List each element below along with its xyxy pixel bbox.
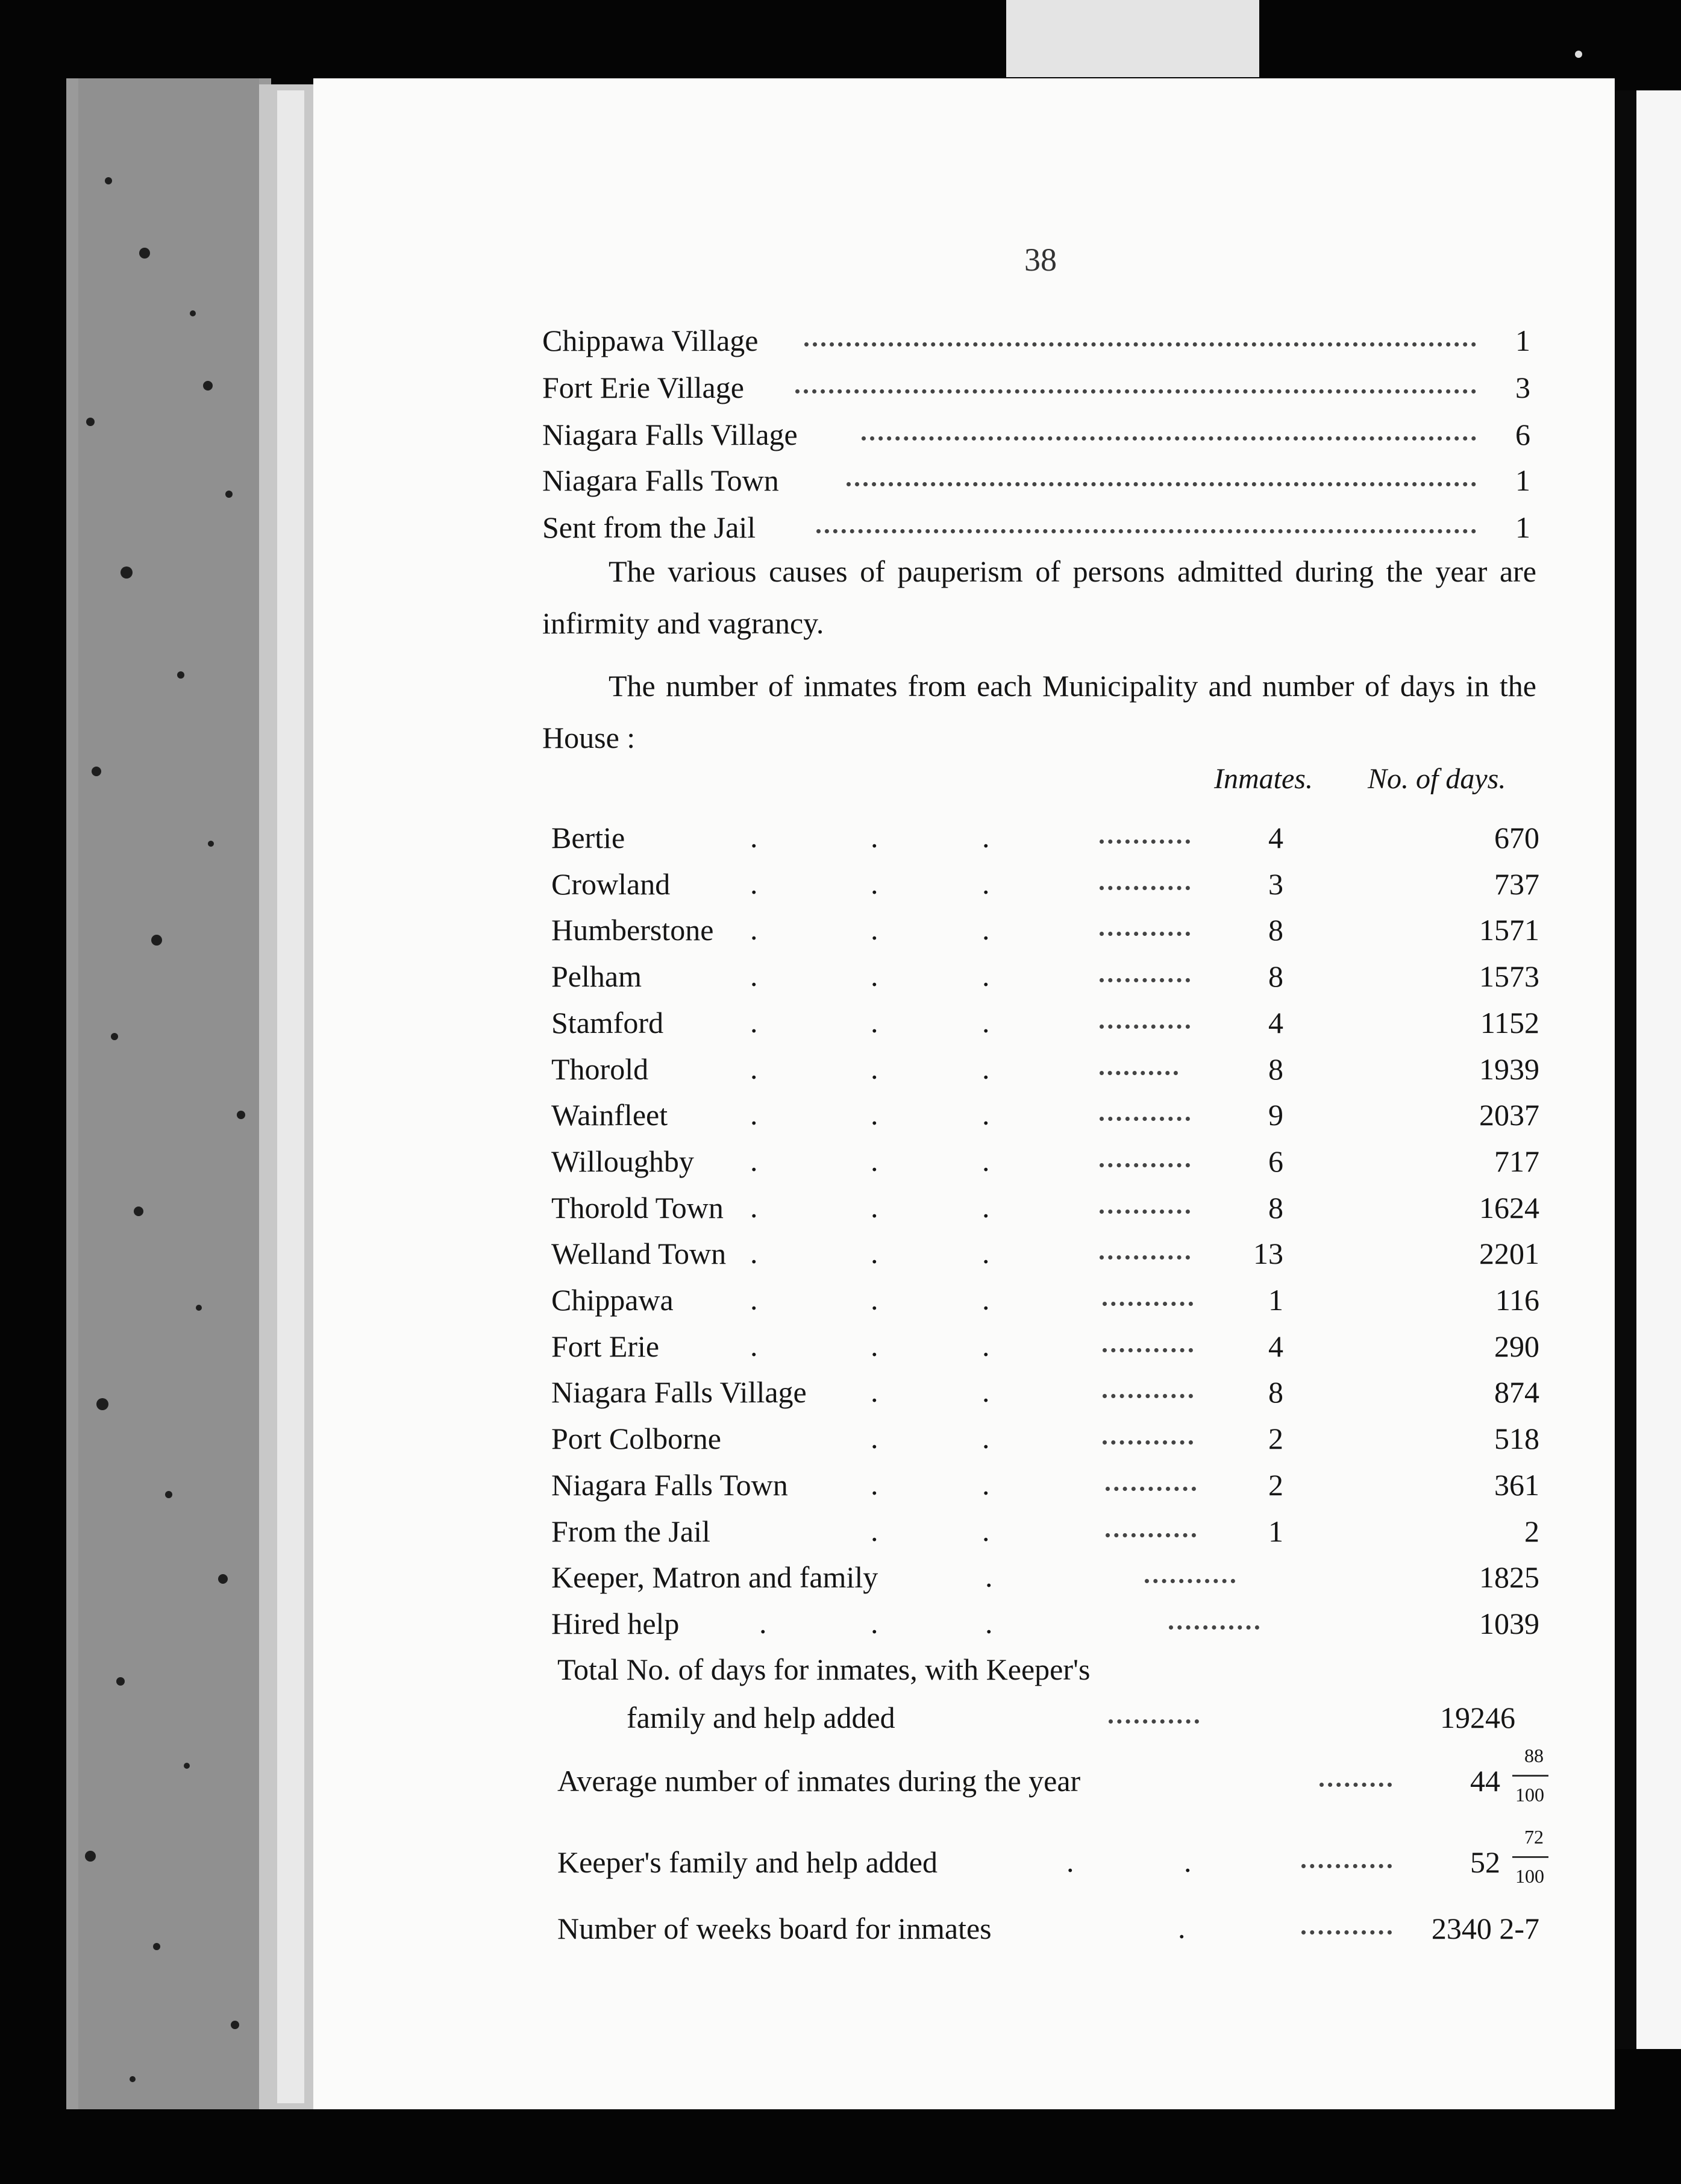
separator-dot: . xyxy=(982,1329,990,1363)
inmate-count: 8 xyxy=(1268,1191,1283,1225)
separator-dot: . xyxy=(871,867,878,900)
days-count: 1152 xyxy=(1480,1006,1539,1040)
total-label: Total No. of days for inmates, with Keeper's xyxy=(557,1652,1091,1686)
separator-dot: . xyxy=(750,912,758,946)
page xyxy=(313,78,1615,2109)
separator-dot: . xyxy=(982,1421,990,1455)
separator-dot: . xyxy=(1184,1845,1192,1878)
municipality-name: Pelham xyxy=(551,959,642,993)
leader-dots xyxy=(1100,1025,1190,1029)
municipality-name: Humberstone xyxy=(551,913,714,947)
leader-dots xyxy=(1106,1487,1196,1491)
separator-dot: . xyxy=(750,1097,758,1131)
admission-count: 1 xyxy=(1515,463,1530,497)
separator-dot: . xyxy=(750,1282,758,1316)
municipality-name: Hired help xyxy=(551,1607,680,1640)
municipality-name: Port Colborne xyxy=(551,1422,721,1455)
inmate-count: 8 xyxy=(1268,959,1283,993)
inmate-count: 1 xyxy=(1268,1514,1283,1548)
days-count: 518 xyxy=(1494,1422,1539,1455)
municipality-name: Niagara Falls Village xyxy=(551,1375,807,1409)
separator-dot: . xyxy=(750,1236,758,1270)
municipality-name: Wainfleet xyxy=(551,1098,668,1132)
days-count: 874 xyxy=(1494,1375,1539,1409)
admission-place: Fort Erie Village xyxy=(542,371,744,404)
separator-dot: . xyxy=(982,1097,990,1131)
leader-dots xyxy=(795,389,1476,394)
admission-count: 3 xyxy=(1515,371,1530,404)
keeper-denominator: 100 xyxy=(1515,1865,1544,1887)
separator-dot: . xyxy=(982,1236,990,1270)
inmate-count: 4 xyxy=(1268,1329,1283,1363)
separator-dot: . xyxy=(759,1606,767,1640)
days-count: 1573 xyxy=(1479,959,1539,993)
municipality-name: Welland Town xyxy=(551,1237,727,1270)
separator-dot: . xyxy=(750,867,758,900)
days-count: 116 xyxy=(1495,1283,1539,1317)
inmate-count: 2 xyxy=(1268,1468,1283,1502)
municipality-name: Willoughby xyxy=(551,1144,694,1178)
header-days: No. of days. xyxy=(1368,763,1506,795)
admission-count: 1 xyxy=(1515,510,1530,544)
separator-dot: . xyxy=(982,820,990,854)
separator-dot: . xyxy=(750,820,758,854)
days-count: 1825 xyxy=(1479,1560,1539,1594)
separator-dot: . xyxy=(982,1005,990,1039)
separator-dot: . xyxy=(750,1005,758,1039)
header-inmates: Inmates. xyxy=(1214,763,1313,795)
scan-tab xyxy=(1006,0,1259,77)
separator-dot: . xyxy=(871,1514,878,1548)
days-count: 670 xyxy=(1494,821,1539,855)
separator-dot: . xyxy=(982,867,990,900)
days-count: 2 xyxy=(1524,1514,1539,1548)
leader-dots xyxy=(1100,1255,1190,1260)
total-label-cont: family and help added xyxy=(627,1701,895,1734)
inmate-count: 4 xyxy=(1268,821,1283,855)
separator-dot: . xyxy=(982,912,990,946)
leader-dots xyxy=(1100,932,1190,936)
facing-page-edge xyxy=(1615,90,1681,2049)
separator-dot: . xyxy=(871,1097,878,1131)
inmate-count: 4 xyxy=(1268,1006,1283,1040)
inmate-count: 6 xyxy=(1268,1144,1283,1178)
leader-dots xyxy=(1103,1302,1193,1306)
inmate-count: 13 xyxy=(1253,1237,1283,1270)
admission-place: Sent from the Jail xyxy=(542,510,756,544)
leader-dots xyxy=(1145,1579,1235,1583)
separator-dot: . xyxy=(1178,1911,1186,1945)
leader-dots xyxy=(1100,839,1190,844)
municipality-name: Thorold Town xyxy=(551,1191,724,1225)
separator-dot: . xyxy=(985,1560,993,1593)
separator-dot: . xyxy=(982,1282,990,1316)
admission-count: 1 xyxy=(1515,324,1530,357)
leader-dots xyxy=(1100,886,1190,890)
leader-dots xyxy=(1103,1348,1193,1352)
admission-place: Chippawa Village xyxy=(542,324,759,357)
leader-dots xyxy=(1301,1930,1392,1935)
separator-dot: . xyxy=(982,1190,990,1224)
leader-dots xyxy=(862,436,1476,441)
keeper-whole: 52 xyxy=(1470,1845,1500,1879)
municipality-name: Bertie xyxy=(551,821,625,855)
municipality-name: Thorold xyxy=(551,1052,649,1086)
separator-dot: . xyxy=(750,1052,758,1085)
average-numerator: 88 xyxy=(1524,1745,1544,1766)
separator-dot: . xyxy=(871,1421,878,1455)
admission-place: Niagara Falls Town xyxy=(542,463,779,497)
separator-dot: . xyxy=(982,1467,990,1501)
days-count: 2037 xyxy=(1479,1098,1539,1132)
separator-dot: . xyxy=(750,1190,758,1224)
separator-dot: . xyxy=(871,1329,878,1363)
days-count: 1571 xyxy=(1479,913,1539,947)
causes-paragraph: The various causes of pauperism of persons admitted during the year are infirmity and vagrancy. xyxy=(542,554,1536,640)
leader-dots xyxy=(1301,1864,1392,1868)
separator-dot: . xyxy=(982,1514,990,1548)
separator-dot: . xyxy=(750,959,758,993)
leader-dots xyxy=(1319,1783,1392,1787)
inmate-count: 1 xyxy=(1268,1283,1283,1317)
days-count: 1939 xyxy=(1479,1052,1539,1086)
separator-dot: . xyxy=(871,1190,878,1224)
separator-dot: . xyxy=(982,1144,990,1178)
leader-dots xyxy=(1103,1440,1193,1445)
leader-dots xyxy=(1106,1533,1196,1537)
municipality-name: Stamford xyxy=(551,1006,664,1040)
separator-dot: . xyxy=(1066,1845,1074,1878)
inmate-count: 9 xyxy=(1268,1098,1283,1132)
separator-dot: . xyxy=(985,1606,993,1640)
separator-dot: . xyxy=(750,1144,758,1178)
separator-dot: . xyxy=(982,959,990,993)
average-denominator: 100 xyxy=(1515,1784,1544,1806)
separator-dot: . xyxy=(871,959,878,993)
municipality-name: From the Jail xyxy=(551,1514,710,1548)
leader-dots xyxy=(1100,1210,1190,1214)
separator-dot: . xyxy=(871,1052,878,1085)
separator-dot: . xyxy=(871,1005,878,1039)
days-count: 361 xyxy=(1494,1468,1539,1502)
separator-dot: . xyxy=(871,1236,878,1270)
keeper-numerator: 72 xyxy=(1524,1826,1544,1848)
municipality-name: Crowland xyxy=(551,867,671,901)
separator-dot: . xyxy=(871,1282,878,1316)
average-label: Average number of inmates during the year xyxy=(557,1764,1081,1798)
days-count: 1624 xyxy=(1479,1191,1539,1225)
leader-dots xyxy=(1169,1625,1259,1630)
total-value: 19246 xyxy=(1440,1701,1515,1734)
admission-place: Niagara Falls Village xyxy=(542,418,798,451)
separator-dot: . xyxy=(871,820,878,854)
admission-count: 6 xyxy=(1515,418,1530,451)
leader-dots xyxy=(847,482,1476,486)
leader-dots xyxy=(1100,1117,1190,1121)
leader-dots xyxy=(1109,1719,1199,1724)
days-count: 290 xyxy=(1494,1329,1539,1363)
inmate-count: 8 xyxy=(1268,1052,1283,1086)
leader-dots xyxy=(1103,1394,1193,1398)
leader-dots xyxy=(1100,978,1190,982)
weeks-value: 2340 2-7 xyxy=(1431,1912,1539,1945)
leader-dots xyxy=(1100,1071,1178,1075)
leader-dots xyxy=(816,529,1476,533)
separator-dot: . xyxy=(750,1329,758,1363)
intro-paragraph: The number of inmates from each Municipality and number of days in the House : xyxy=(542,669,1536,755)
separator-dot: . xyxy=(871,1375,878,1408)
separator-dot: . xyxy=(871,1606,878,1640)
inmate-count: 3 xyxy=(1268,867,1283,901)
fraction-bar xyxy=(1512,1856,1548,1858)
days-count: 2201 xyxy=(1479,1237,1539,1270)
separator-dot: . xyxy=(982,1375,990,1408)
days-count: 737 xyxy=(1494,867,1539,901)
inmate-count: 8 xyxy=(1268,1375,1283,1409)
weeks-label: Number of weeks board for inmates xyxy=(557,1912,992,1945)
separator-dot: . xyxy=(871,1467,878,1501)
municipality-name: Keeper, Matron and family xyxy=(551,1560,878,1594)
keeper-label: Keeper's family and help added xyxy=(557,1845,938,1879)
leader-dots xyxy=(804,342,1476,347)
separator-dot: . xyxy=(871,1144,878,1178)
page-number: 38 xyxy=(1024,242,1057,278)
municipality-name: Fort Erie xyxy=(551,1329,660,1363)
inmate-count: 2 xyxy=(1268,1422,1283,1455)
fraction-bar xyxy=(1512,1775,1548,1777)
leader-dots xyxy=(1100,1163,1190,1167)
municipality-name: Niagara Falls Town xyxy=(551,1468,788,1502)
average-whole: 44 xyxy=(1470,1764,1500,1798)
separator-dot: . xyxy=(982,1052,990,1085)
days-count: 717 xyxy=(1494,1144,1539,1178)
separator-dot: . xyxy=(871,912,878,946)
municipality-name: Chippawa xyxy=(551,1283,674,1317)
days-count: 1039 xyxy=(1479,1607,1539,1640)
inmate-count: 8 xyxy=(1268,913,1283,947)
